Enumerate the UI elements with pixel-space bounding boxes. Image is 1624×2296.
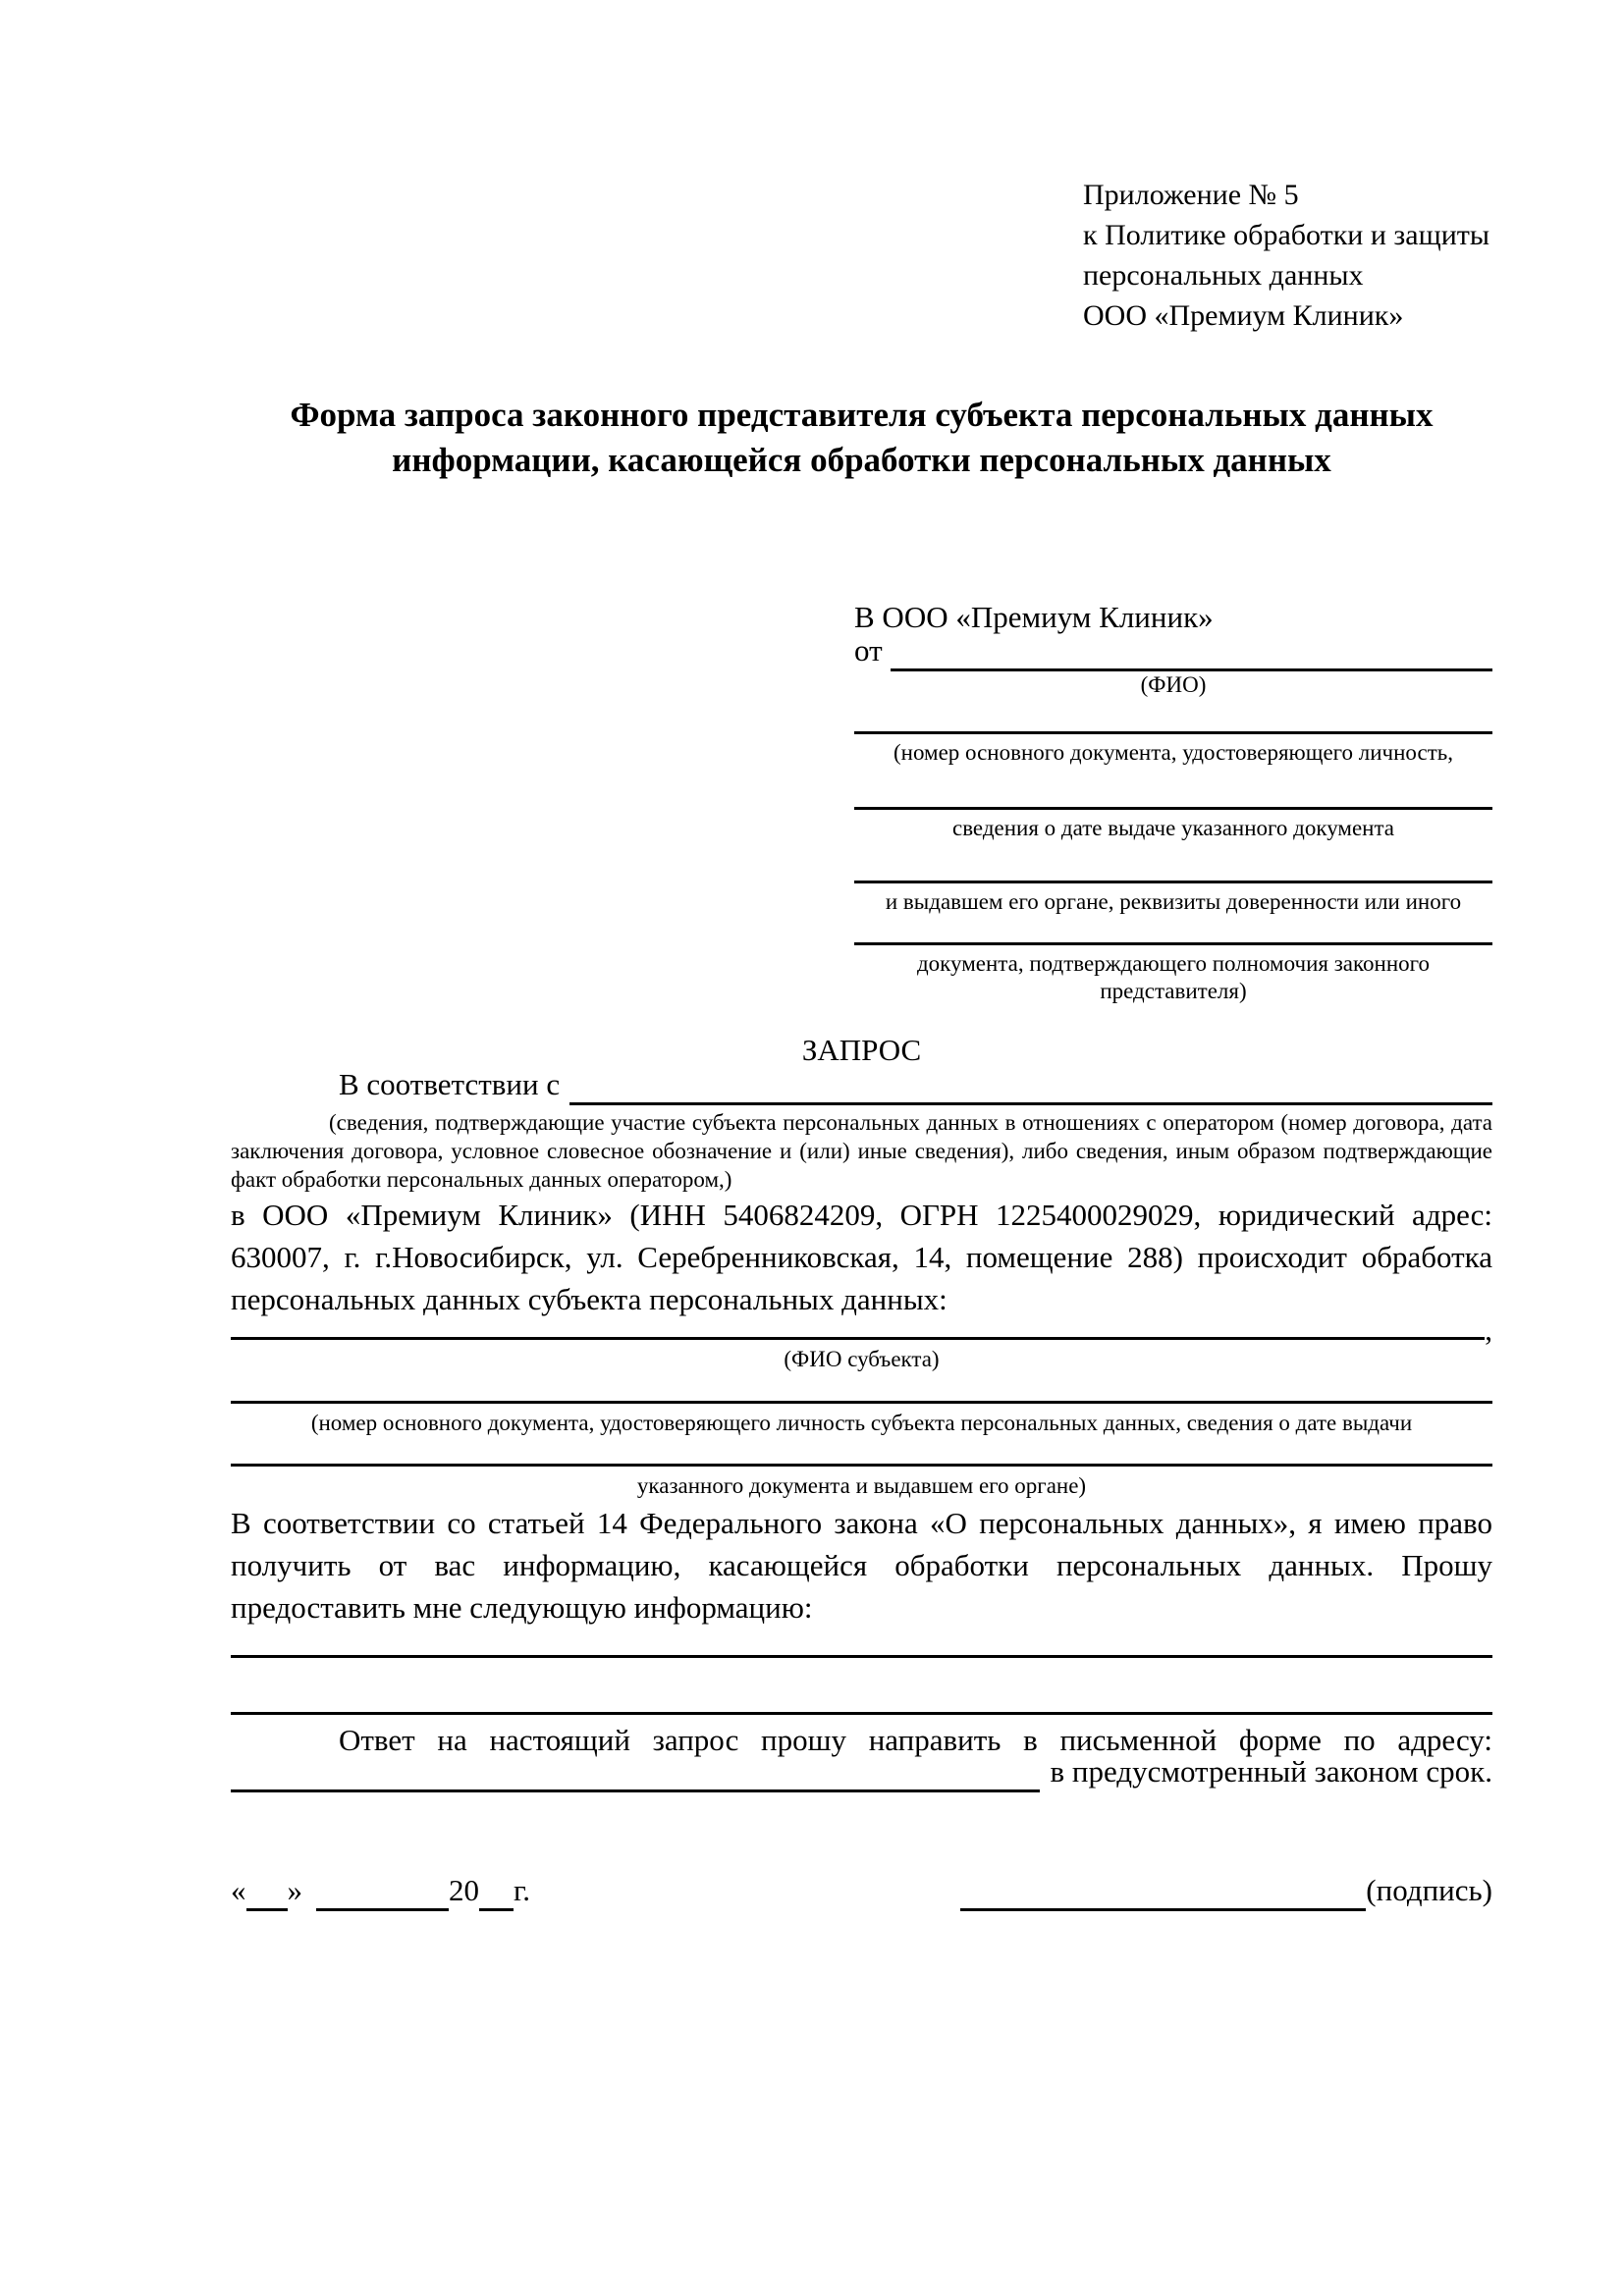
date-field [231, 1870, 530, 1911]
basis-label: В соответствии с [339, 1067, 561, 1102]
basis-caption: (сведения, подтверждающие участие субъекта персональных данных в отношениях с оператором (номер договора, дата заключения договора, условное словесное обозначение и (или) иные сведения), либо сведения, иным образом подтверждающие факт обработки персональных данных оператором,) [231, 1110, 1492, 1192]
signature-caption: (подпись) [1366, 1873, 1492, 1907]
representative-doc-caption: и выдавшем его органе, реквизиты доверенности или иного [885, 889, 1462, 914]
subject-doc-caption: указанного документа и выдавшем его органе) [636, 1473, 1087, 1498]
representative-doc-fill-line[interactable] [854, 731, 1492, 734]
year-suffix: г. [514, 1873, 530, 1907]
operator-paragraph: в ООО «Премиум Клиник» (ИНН 5406824209, ОГРН 1225400029029, юридический адрес: 630007, г. г.Новосибирск, ул. Серебренниковская, 14, помещение 288) происходит обработка персональных данных субъекта персональных данных: [231, 1198, 1492, 1316]
subject-fio-caption: (ФИО субъекта) [784, 1347, 940, 1371]
subject-doc-fill-line[interactable] [231, 1401, 1492, 1404]
subject-doc-caption: (номер основного документа, удостоверяющего личность субъекта персональных данных, сведения о дате выдачи [310, 1411, 1413, 1435]
representative-doc-caption: документа, подтверждающего полномочия законного представителя) [916, 951, 1430, 1003]
header-note-line: к Политике обработки и защиты [1083, 219, 1490, 251]
response-tail: в предусмотренный законом срок. [1050, 1754, 1492, 1789]
representative-doc-fill-line[interactable] [854, 942, 1492, 945]
trailing-comma: , [1485, 1312, 1492, 1347]
from-row [854, 633, 1492, 671]
address-fill-line[interactable] [231, 1761, 1040, 1792]
request-heading: ЗАПРОС [801, 1033, 922, 1067]
subject-fio-fill-line[interactable] [231, 1320, 1485, 1340]
representative-doc-fill-line[interactable] [854, 881, 1492, 883]
subject-fio-row [231, 1312, 1492, 1347]
addressee-to: В ООО «Премиум Клиник» [854, 600, 1214, 634]
representative-doc-fill-line[interactable] [854, 807, 1492, 810]
info-fill-line[interactable] [231, 1712, 1492, 1715]
signature-field [960, 1870, 1492, 1911]
representative-doc-caption: (номер основного документа, удостоверяющего личность, [893, 740, 1453, 765]
representative-doc-caption: сведения о дате выдаче указанного документа [951, 816, 1395, 840]
law-paragraph: В соответствии со статьей 14 Федерального закона «О персональных данных», я имею право получить от вас информацию, касающейся обработки персональных данных. Прошу предоставить мне следующую информацию: [231, 1506, 1492, 1625]
signature-fill-line[interactable] [960, 1879, 1366, 1911]
basis-row [231, 1067, 1492, 1105]
fio-caption: (ФИО) [1140, 672, 1207, 697]
header-note-line: персональных данных [1083, 259, 1364, 292]
day-fill-line[interactable] [246, 1879, 288, 1911]
header-note-line: ООО «Премиум Клиник» [1083, 299, 1404, 332]
address-row [231, 1754, 1492, 1792]
title-line: информации, касающейся обработки персональных данных [392, 441, 1331, 479]
open-quote: « [231, 1873, 246, 1907]
header-note-line: Приложение № 5 [1083, 179, 1299, 211]
date-signature-row [231, 1870, 1492, 1911]
month-fill-line[interactable] [316, 1879, 449, 1911]
subject-doc-fill-line[interactable] [231, 1464, 1492, 1467]
fio-fill-line[interactable] [891, 638, 1492, 671]
info-fill-line[interactable] [231, 1655, 1492, 1658]
addressee-block [854, 597, 1492, 1005]
document-title [231, 393, 1492, 483]
title-line: Форма запроса законного представителя субъекта персональных данных [290, 396, 1434, 434]
response-paragraph: Ответ на настоящий запрос прошу направить в письменной форме по адресу: [339, 1723, 1492, 1757]
header-note [1083, 175, 1492, 336]
basis-fill-line[interactable] [569, 1072, 1492, 1105]
from-label: от [854, 633, 883, 668]
close-quote: » [287, 1873, 302, 1907]
year-prefix: 20 [449, 1873, 479, 1907]
year-fill-line[interactable] [479, 1879, 514, 1911]
